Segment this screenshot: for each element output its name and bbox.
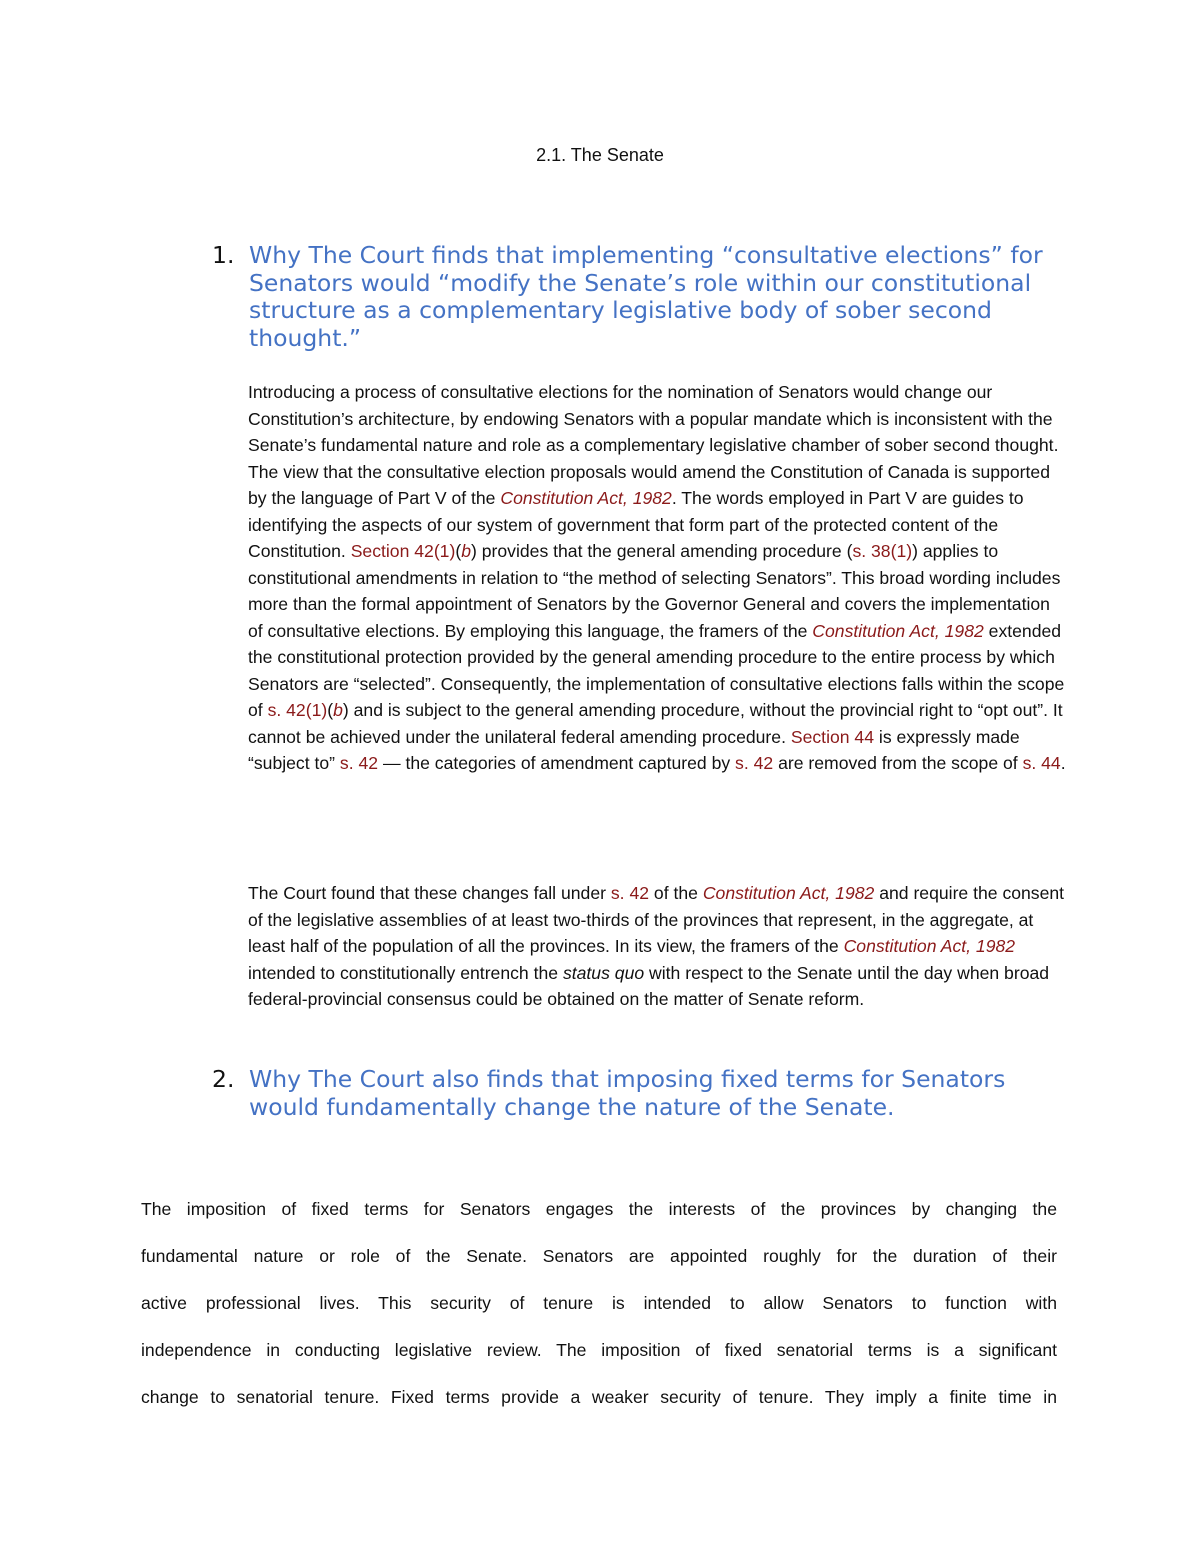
text-run: extended the constitutional protection provided by the general amending procedure to the entire process by which Senators are “selected”. Consequently, the implementation of consultative elections falls within the scope of <box>248 620 1065 720</box>
body-line: The imposition of fixed terms for Senators engages the interests of the provinces by changing the <box>141 1199 1057 1219</box>
link-section-38-1[interactable]: s. 38(1) <box>852 541 913 561</box>
text-run: The Court found that these changes fall under <box>248 883 611 903</box>
text-run: and require the consent of the legislative assemblies of at least two-thirds of the provinces that represent, in the aggregate, at least half of the population of all the provinces. In its view, the framers of the <box>248 883 1065 956</box>
text-run: of the <box>649 883 703 903</box>
link-section-42[interactable]: s. 42 <box>610 883 650 903</box>
body-line: active professional lives. This security of tenure is intended to allow Senators to function with <box>141 1293 1057 1313</box>
text-run: is expressly made “subject to” <box>248 726 1020 773</box>
text-run: — the categories of amendment captured by <box>378 753 736 773</box>
heading-2 <box>212 1066 1032 1121</box>
text-run: ) and is subject to the general amending procedure, without the provincial right to “opt out”. It cannot be achieved under the unilateral federal amending procedure. <box>248 700 1063 747</box>
text-run: . The words employed in Part V are guides to identifying the aspects of our system of government that form part of the protected content of the Constitution. <box>248 488 1024 561</box>
section-title: 2.1. The Senate <box>536 145 664 165</box>
link-section-44[interactable]: Section 44 <box>790 726 875 747</box>
text-run: ) applies to constitutional amendments in relation to “the method of selecting Senators”. This broad wording includes more than the formal appointment of Senators by the Governor General and covers the implementation of consultative elections. By employing this language, the framers of the <box>248 541 1061 641</box>
text-run: ( <box>455 541 462 561</box>
text-run: ( <box>327 700 334 720</box>
link-section-42-1[interactable]: s. 42(1) <box>267 700 328 720</box>
heading-2-text: Why The Court also finds that imposing fixed terms for Senators would fundamentally change the nature of the Senate. <box>249 1065 1006 1121</box>
link-section-42-1[interactable]: Section 42(1) <box>350 541 456 561</box>
link-section-42-1-b[interactable]: b <box>333 700 343 720</box>
link-constitution-act[interactable]: Constitution Act, 1982 <box>843 936 1016 956</box>
link-section-42-1-b[interactable]: b <box>461 541 471 561</box>
link-constitution-act[interactable]: Constitution Act, 1982 <box>812 620 984 641</box>
text-run: . <box>1060 753 1066 773</box>
text-run: intended to constitutionally entrench the <box>248 962 563 983</box>
body-line: fundamental nature or role of the Senate. Senators are appointed roughly for the duration of their <box>141 1246 1057 1266</box>
heading-1-text: Why The Court finds that implementing “consultative elections” for Senators would “modify the Senate’s role within our constitutional structure as a complementary legislative body of sober second thought.” <box>249 241 1043 352</box>
heading-1 <box>212 242 1072 352</box>
link-constitution-act[interactable]: Constitution Act, 1982 <box>702 883 875 903</box>
heading-2-number: 2. <box>212 1065 235 1093</box>
link-section-44[interactable]: s. 44 <box>1022 753 1061 773</box>
body-line: change to senatorial tenure. Fixed terms provide a weaker security of tenure. They imply a finite time in <box>141 1387 1057 1407</box>
paragraph-fixed-terms <box>141 1186 1057 1421</box>
link-constitution-act[interactable]: Constitution Act, 1982 <box>500 488 672 508</box>
paragraph-court-finding <box>248 880 1068 1013</box>
body-line: independence in conducting legislative review. The imposition of fixed senatorial terms is a significant <box>141 1340 1057 1360</box>
italic-status-quo: status quo <box>562 962 645 983</box>
text-run: Introducing a process of consultative elections for the nomination of Senators would change our Constitution’s architecture, by endowing Senators with a popular mandate which is inconsistent with the Senate’s fundamental nature and role as a complementary legislative chamber of sober second thought. The view that the consultative election proposals would amend the Constitution of Canada is supported by the language of Part V of the <box>248 382 1059 508</box>
text-run: ) provides that the general amending procedure ( <box>471 541 853 561</box>
link-section-42[interactable]: s. 42 <box>339 753 379 773</box>
text-run: are removed from the scope of <box>773 753 1023 773</box>
heading-1-number: 1. <box>212 241 235 269</box>
link-section-42[interactable]: s. 42 <box>735 753 774 773</box>
paragraph-consultative-elections <box>248 379 1068 777</box>
text-run: with respect to the Senate until the day when broad federal-provincial consensus could be obtained on the matter of Senate reform. <box>248 962 1050 1009</box>
